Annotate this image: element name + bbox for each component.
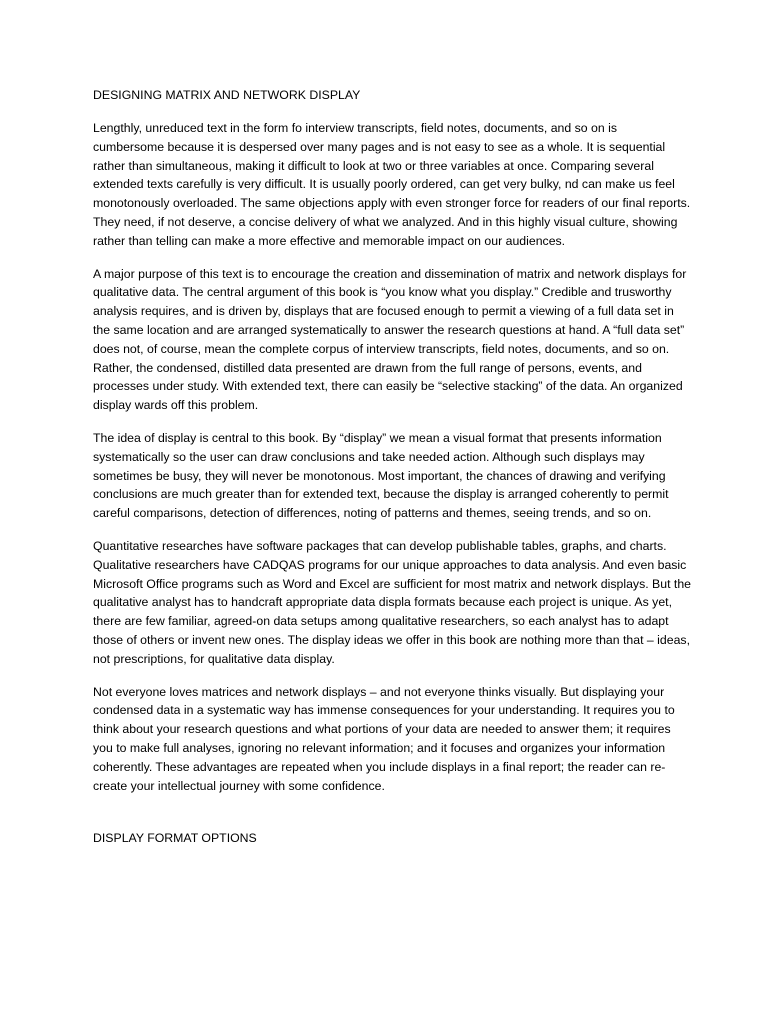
paragraph-1: Lengthly, unreduced text in the form fo interview transcripts, field notes, documents, and so on is cumbersome because it is despersed over many pages and is not easy to see as a whole. It is sequential rather than simultaneous, making it difficult to look at two or three variables at once. Comparing several extended texts carefully is very difficult. It is usually poorly ordered, can get very bulky, nd can make us feel monotonously overloaded. The same objections apply with even stronger force for readers of our final reports. They need, if not deserve, a concise delivery of what we analyzed. And in this highly visual culture, showing rather than telling can make a more effective and memorable impact on our audiences. [93, 121, 691, 248]
document-heading: DESIGNING MATRIX AND NETWORK DISPLAY [93, 88, 361, 102]
section-subheading: DISPLAY FORMAT OPTIONS [93, 831, 257, 846]
paragraph-3: The idea of display is central to this book. By “display” we mean a visual format that presents information systematically so the user can draw conclusions and take needed action. Although such displays may sometimes be busy, they will never be monotonous. Most important, the chances of drawing and verifying conclusions are much greater than for extended text, because the display is arranged coherently to permit careful comparisons, detection of differences, noting of patterns and themes, seeing trends, and so on. [93, 430, 669, 521]
paragraph-5: Not everyone loves matrices and network displays – and not everyone thinks visually. But displaying your condensed data in a systematic way has immense consequences for your understanding. It requires you to think about your research questions and what portions of your data are needed to answer them; it requires you to make full analyses, ignoring no relevant information; and it focuses and organizes your information coherently. These advantages are repeated when you include displays in a final report; the reader can re-create your intellectual journey with some confidence. [93, 684, 675, 793]
paragraph-2: A major purpose of this text is to encourage the creation and dissemination of matrix and network displays for qualitative data. The central argument of this book is “you know what you display.” Credible and trusworthy analysis requires, and is driven by, displays that are focused enough to permit a viewing of a full data set in the same location and are arranged systematically to answer the research questions at hand. A “full data set” does not, of course, mean the complete corpus of interview transcripts, field notes, documents, and so on. Rather, the condensed, distilled data presented are drawn from the full range of persons, events, and processes under study. With extended text, there can easily be “selective stacking” of the data. An organized display wards off this problem. [93, 266, 687, 413]
document-body [93, 86, 691, 862]
paragraph-4: Quantitative researches have software packages that can develop publishable tables, graphs, and charts. Qualitative researchers have CADQAS programs for our unique approaches to data analysis. And even basic Microsoft Office programs such as Word and Excel are sufficient for most matrix and network displays. But the qualitative analyst has to handcraft appropriate data displa formats because each project is unique. As yet, there are few familiar, agreed-on data setups among qualitative researchers, so each analyst has to adapt those of others or invent new ones. The display ideas we offer in this book are nothing more than that – ideas, not prescriptions, for qualitative data display. [93, 538, 692, 666]
